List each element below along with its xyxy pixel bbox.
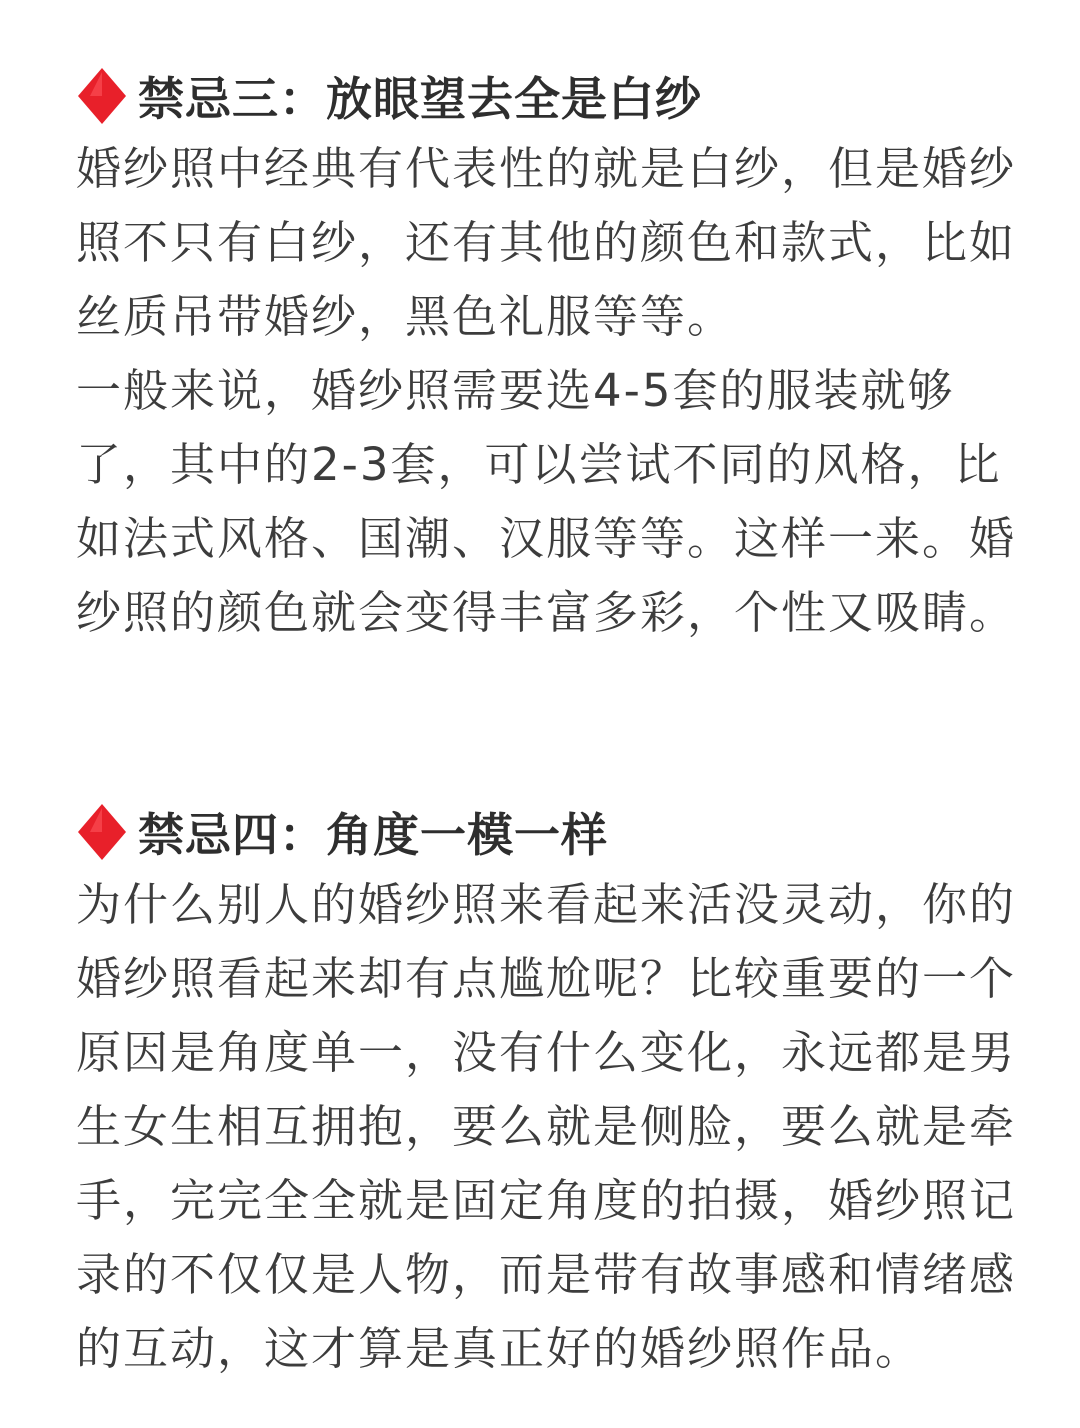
paragraph: 一般来说，婚纱照需要选4-5套的服装就够了，其中的2-3套，可以尝试不同的风格，比如法式风格、国潮、汉服等等。这样一来。婚纱照的颜色就会变得丰富多彩，个性又吸睛。 (76, 364, 1017, 639)
paragraph: 为什么别人的婚纱照来看起来活没灵动，你的婚纱照看起来却有点尴尬呢？比较重要的一个原因是角度单一，没有什么变化，永远都是男生女生相互拥抱，要么就是侧脸，要么就是牵手，完完全全就是固定角度的拍摄，婚纱照记录的不仅仅是人物，而是带有故事感和情绪感的互动，这才算是真正好的婚纱照作品。 (76, 878, 1017, 1375)
section-taboo-three (76, 62, 1036, 650)
heading-text: 禁忌四：角度一模一样 (138, 808, 608, 862)
red-diamond-icon (76, 66, 128, 126)
paragraph: 婚纱照中经典有代表性的就是白纱，但是婚纱照不只有白纱，还有其他的颜色和款式，比如丝质吊带婚纱，黑色礼服等等。 (76, 142, 1017, 343)
red-diamond-icon (76, 802, 128, 862)
section-heading (76, 62, 1036, 130)
section-heading (76, 798, 1036, 866)
section-taboo-four (76, 798, 1036, 1386)
heading-text: 禁忌三：放眼望去全是白纱 (138, 72, 702, 126)
